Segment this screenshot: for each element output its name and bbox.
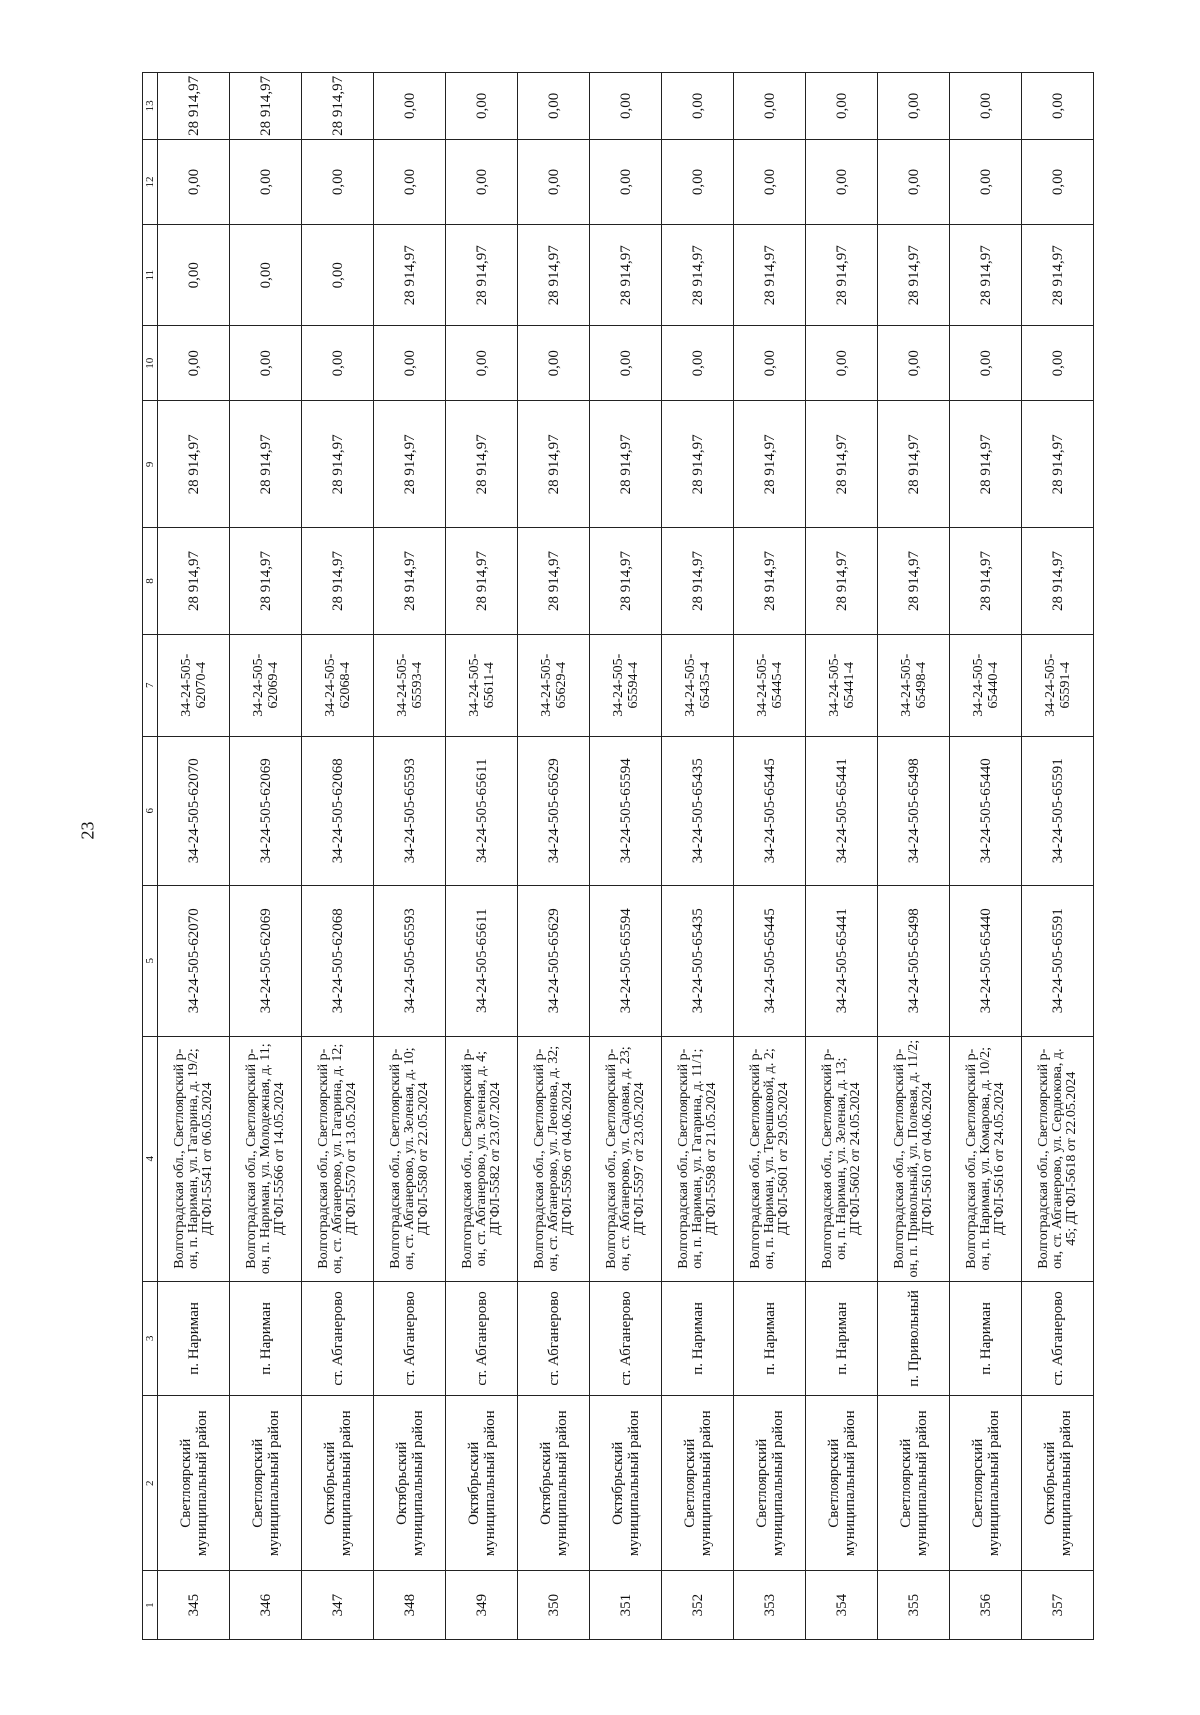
cell-cadastral-code-5: 34-24-505-65441 xyxy=(806,885,878,1036)
cell-cadastral-code-6: 34-24-505-65498 xyxy=(878,736,950,885)
cell-amount-8: 28 914,97 xyxy=(302,528,374,634)
cell-amount-12: 0,00 xyxy=(950,139,1022,224)
cell-amount-13: 28 914,97 xyxy=(302,73,374,140)
cell-amount-8: 28 914,97 xyxy=(1022,528,1094,634)
cell-amount-9: 28 914,97 xyxy=(518,401,590,528)
cell-address: Волгоградская обл., Светлоярский р-он, ст. Абганерово, ул. Садовая, д. 23; ДГФЛ-5597 от 23.05.2024 xyxy=(590,1036,662,1281)
cell-amount-11: 28 914,97 xyxy=(806,225,878,326)
cell-settlement: п. Нариман xyxy=(950,1281,1022,1396)
page-number: 23 xyxy=(77,821,98,840)
cell-amount-10: 0,00 xyxy=(158,326,230,401)
column-header-13: 13 xyxy=(143,73,158,140)
cell-amount-12: 0,00 xyxy=(734,139,806,224)
table-row xyxy=(1022,73,1094,1640)
cell-row-number: 356 xyxy=(950,1571,1022,1640)
cell-amount-12: 0,00 xyxy=(1022,139,1094,224)
cell-amount-8: 28 914,97 xyxy=(374,528,446,634)
cell-cadastral-code-6: 34-24-505-65629 xyxy=(518,736,590,885)
column-header-11: 11 xyxy=(143,225,158,326)
cell-amount-13: 28 914,97 xyxy=(158,73,230,140)
cell-amount-10: 0,00 xyxy=(374,326,446,401)
cell-amount-10: 0,00 xyxy=(662,326,734,401)
cell-amount-13: 0,00 xyxy=(734,73,806,140)
cell-row-number: 354 xyxy=(806,1571,878,1640)
column-header-1: 1 xyxy=(143,1571,158,1640)
cell-cadastral-code-7: 34-24-505-65445-4 xyxy=(734,634,806,736)
cell-amount-9: 28 914,97 xyxy=(374,401,446,528)
cell-amount-8: 28 914,97 xyxy=(158,528,230,634)
cell-district: Октябрьский муниципальный район xyxy=(518,1396,590,1571)
cell-cadastral-code-6: 34-24-505-65440 xyxy=(950,736,1022,885)
cell-amount-13: 0,00 xyxy=(518,73,590,140)
table-row xyxy=(734,73,806,1640)
cell-amount-13: 0,00 xyxy=(662,73,734,140)
cell-row-number: 355 xyxy=(878,1571,950,1640)
cell-cadastral-code-7: 34-24-505-65498-4 xyxy=(878,634,950,736)
cell-cadastral-code-5: 34-24-505-65445 xyxy=(734,885,806,1036)
cell-amount-10: 0,00 xyxy=(806,326,878,401)
column-header-5: 5 xyxy=(143,885,158,1036)
table-row xyxy=(590,73,662,1640)
cell-cadastral-code-5: 34-24-505-65440 xyxy=(950,885,1022,1036)
cell-cadastral-code-5: 34-24-505-65591 xyxy=(1022,885,1094,1036)
cell-address: Волгоградская обл., Светлоярский р-он, ст. Абганерово, ул. Сердюкова, д. 45; ДГФЛ-5618 от 22.05.2024 xyxy=(1022,1036,1094,1281)
cell-amount-9: 28 914,97 xyxy=(1022,401,1094,528)
cell-district: Октябрьский муниципальный район xyxy=(1022,1396,1094,1571)
cell-settlement: ст. Абганерово xyxy=(374,1281,446,1396)
cell-amount-9: 28 914,97 xyxy=(158,401,230,528)
cell-amount-12: 0,00 xyxy=(662,139,734,224)
cell-amount-8: 28 914,97 xyxy=(878,528,950,634)
cell-district: Светлоярский муниципальный район xyxy=(950,1396,1022,1571)
cell-amount-12: 0,00 xyxy=(446,139,518,224)
cell-district: Светлоярский муниципальный район xyxy=(158,1396,230,1571)
cell-cadastral-code-5: 34-24-505-65594 xyxy=(590,885,662,1036)
cell-cadastral-code-6: 34-24-505-65611 xyxy=(446,736,518,885)
cell-district: Светлоярский муниципальный район xyxy=(230,1396,302,1571)
table-row xyxy=(950,73,1022,1640)
cell-amount-10: 0,00 xyxy=(446,326,518,401)
column-header-8: 8 xyxy=(143,528,158,634)
cell-cadastral-code-7: 34-24-505-65435-4 xyxy=(662,634,734,736)
cell-amount-9: 28 914,97 xyxy=(590,401,662,528)
cell-cadastral-code-5: 34-24-505-65435 xyxy=(662,885,734,1036)
cell-cadastral-code-5: 34-24-505-65593 xyxy=(374,885,446,1036)
cell-amount-8: 28 914,97 xyxy=(230,528,302,634)
cell-district: Светлоярский муниципальный район xyxy=(806,1396,878,1571)
cell-amount-9: 28 914,97 xyxy=(230,401,302,528)
cell-cadastral-code-6: 34-24-505-65445 xyxy=(734,736,806,885)
cell-cadastral-code-6: 34-24-505-62068 xyxy=(302,736,374,885)
cell-amount-12: 0,00 xyxy=(302,139,374,224)
cell-cadastral-code-7: 34-24-505-65593-4 xyxy=(374,634,446,736)
column-header-7: 7 xyxy=(143,634,158,736)
cell-address: Волгоградская обл., Светлоярский р-он, п. Нариман, ул. Зеленая, д. 13; ДГФЛ-5602 от 24.05.2024 xyxy=(806,1036,878,1281)
cell-amount-13: 0,00 xyxy=(806,73,878,140)
cell-district: Светлоярский муниципальный район xyxy=(734,1396,806,1571)
cell-amount-11: 28 914,97 xyxy=(662,225,734,326)
table-row xyxy=(374,73,446,1640)
cell-amount-9: 28 914,97 xyxy=(446,401,518,528)
cell-address: Волгоградская обл., Светлоярский р-он, п. Привольный, ул. Полевая, д. 11/2; ДГФЛ-5610 от 04.06.2024 xyxy=(878,1036,950,1281)
cell-cadastral-code-6: 34-24-505-65593 xyxy=(374,736,446,885)
cell-amount-11: 28 914,97 xyxy=(590,225,662,326)
cell-amount-10: 0,00 xyxy=(1022,326,1094,401)
cell-row-number: 357 xyxy=(1022,1571,1094,1640)
cell-amount-11: 28 914,97 xyxy=(374,225,446,326)
cell-cadastral-code-7: 34-24-505-65629-4 xyxy=(518,634,590,736)
table-row xyxy=(662,73,734,1640)
cell-amount-11: 28 914,97 xyxy=(446,225,518,326)
cell-cadastral-code-7: 34-24-505-65440-4 xyxy=(950,634,1022,736)
table-row xyxy=(518,73,590,1640)
cell-settlement: п. Нариман xyxy=(230,1281,302,1396)
cell-settlement: ст. Абганерово xyxy=(446,1281,518,1396)
cell-row-number: 351 xyxy=(590,1571,662,1640)
cell-amount-13: 0,00 xyxy=(374,73,446,140)
cell-settlement: ст. Абганерово xyxy=(590,1281,662,1396)
cell-address: Волгоградская обл., Светлоярский р-он, п. Нариман, ул. Комарова, д. 10/2; ДГФЛ-5616 от 24.05.2024 xyxy=(950,1036,1022,1281)
column-header-3: 3 xyxy=(143,1281,158,1396)
cell-cadastral-code-6: 34-24-505-65594 xyxy=(590,736,662,885)
column-header-2: 2 xyxy=(143,1396,158,1571)
cell-cadastral-code-6: 34-24-505-65441 xyxy=(806,736,878,885)
cell-cadastral-code-7: 34-24-505-65441-4 xyxy=(806,634,878,736)
cell-row-number: 350 xyxy=(518,1571,590,1640)
table-row xyxy=(230,73,302,1640)
cell-cadastral-code-7: 34-24-505-62068-4 xyxy=(302,634,374,736)
cell-address: Волгоградская обл., Светлоярский р-он, ст. Абганерово, ул. Зеленая, д. 10; ДГФЛ-5580 от 22.05.2024 xyxy=(374,1036,446,1281)
cell-cadastral-code-7: 34-24-505-65611-4 xyxy=(446,634,518,736)
cell-settlement: п. Нариман xyxy=(662,1281,734,1396)
cell-settlement: п. Привольный xyxy=(878,1281,950,1396)
cell-amount-12: 0,00 xyxy=(878,139,950,224)
cell-district: Октябрьский муниципальный район xyxy=(446,1396,518,1571)
cell-cadastral-code-5: 34-24-505-62070 xyxy=(158,885,230,1036)
cell-settlement: п. Нариман xyxy=(806,1281,878,1396)
cell-row-number: 349 xyxy=(446,1571,518,1640)
cell-amount-10: 0,00 xyxy=(590,326,662,401)
cell-amount-8: 28 914,97 xyxy=(590,528,662,634)
cell-amount-9: 28 914,97 xyxy=(734,401,806,528)
cell-amount-12: 0,00 xyxy=(158,139,230,224)
cell-address: Волгоградская обл., Светлоярский р-он, п. Нариман, ул. Молодежная, д. 11; ДГФЛ-5566 от 14.05.2024 xyxy=(230,1036,302,1281)
table-row xyxy=(878,73,950,1640)
cell-address: Волгоградская обл., Светлоярский р-он, ст. Абганерово, ул. Зеленая, д. 4; ДГФЛ-5582 от 23.07.2024 xyxy=(446,1036,518,1281)
cell-amount-11: 0,00 xyxy=(302,225,374,326)
cell-amount-11: 28 914,97 xyxy=(518,225,590,326)
cell-settlement: п. Нариман xyxy=(734,1281,806,1396)
cell-amount-12: 0,00 xyxy=(230,139,302,224)
cell-cadastral-code-5: 34-24-505-65611 xyxy=(446,885,518,1036)
cell-amount-12: 0,00 xyxy=(590,139,662,224)
column-header-4: 4 xyxy=(143,1036,158,1281)
cell-amount-8: 28 914,97 xyxy=(806,528,878,634)
cell-address: Волгоградская обл., Светлоярский р-он, ст. Абганерово, ул. Гагарина, д. 12; ДГФЛ-5570 от 13.05.2024 xyxy=(302,1036,374,1281)
cell-district: Октябрьский муниципальный район xyxy=(374,1396,446,1571)
cell-amount-8: 28 914,97 xyxy=(950,528,1022,634)
table-body xyxy=(158,73,1094,1640)
cell-cadastral-code-6: 34-24-505-65591 xyxy=(1022,736,1094,885)
cell-amount-11: 28 914,97 xyxy=(950,225,1022,326)
cell-amount-9: 28 914,97 xyxy=(662,401,734,528)
cell-amount-12: 0,00 xyxy=(518,139,590,224)
table-row xyxy=(302,73,374,1640)
cell-amount-8: 28 914,97 xyxy=(662,528,734,634)
cell-cadastral-code-7: 34-24-505-62070-4 xyxy=(158,634,230,736)
rotated-table-container xyxy=(142,72,1087,1640)
cell-cadastral-code-6: 34-24-505-62069 xyxy=(230,736,302,885)
cell-cadastral-code-5: 34-24-505-62068 xyxy=(302,885,374,1036)
cell-row-number: 352 xyxy=(662,1571,734,1640)
cell-row-number: 348 xyxy=(374,1571,446,1640)
column-header-10: 10 xyxy=(143,326,158,401)
cell-settlement: ст. Абганерово xyxy=(518,1281,590,1396)
cell-amount-10: 0,00 xyxy=(878,326,950,401)
cell-amount-13: 0,00 xyxy=(1022,73,1094,140)
cell-amount-8: 28 914,97 xyxy=(518,528,590,634)
cell-amount-10: 0,00 xyxy=(518,326,590,401)
cell-cadastral-code-5: 34-24-505-65629 xyxy=(518,885,590,1036)
table-row xyxy=(158,73,230,1640)
cell-amount-11: 0,00 xyxy=(158,225,230,326)
records-table xyxy=(142,72,1094,1640)
cell-amount-10: 0,00 xyxy=(734,326,806,401)
cell-amount-9: 28 914,97 xyxy=(878,401,950,528)
table-row xyxy=(806,73,878,1640)
cell-address: Волгоградская обл., Светлоярский р-он, п. Нариман, ул. Терешковой, д. 2; ДГФЛ-5601 от 29.05.2024 xyxy=(734,1036,806,1281)
cell-address: Волгоградская обл., Светлоярский р-он, п. Нариман, ул. Гагарина, д. 11/1; ДГФЛ-5598 от 21.05.2024 xyxy=(662,1036,734,1281)
cell-settlement: ст. Абганерово xyxy=(1022,1281,1094,1396)
cell-amount-11: 28 914,97 xyxy=(734,225,806,326)
cell-amount-10: 0,00 xyxy=(950,326,1022,401)
column-header-12: 12 xyxy=(143,139,158,224)
cell-settlement: п. Нариман xyxy=(158,1281,230,1396)
cell-amount-13: 0,00 xyxy=(590,73,662,140)
cell-amount-9: 28 914,97 xyxy=(302,401,374,528)
cell-amount-10: 0,00 xyxy=(302,326,374,401)
cell-amount-10: 0,00 xyxy=(230,326,302,401)
cell-settlement: ст. Абганерово xyxy=(302,1281,374,1396)
cell-district: Октябрьский муниципальный район xyxy=(590,1396,662,1571)
cell-cadastral-code-5: 34-24-505-62069 xyxy=(230,885,302,1036)
cell-address: Волгоградская обл., Светлоярский р-он, п. Нариман, ул. Гагарина, д. 19/2; ДГФЛ-5541 от 06.05.2024 xyxy=(158,1036,230,1281)
cell-amount-8: 28 914,97 xyxy=(734,528,806,634)
cell-row-number: 353 xyxy=(734,1571,806,1640)
cell-amount-11: 28 914,97 xyxy=(1022,225,1094,326)
cell-district: Светлоярский муниципальный район xyxy=(662,1396,734,1571)
cell-cadastral-code-6: 34-24-505-62070 xyxy=(158,736,230,885)
column-header-9: 9 xyxy=(143,401,158,528)
cell-row-number: 347 xyxy=(302,1571,374,1640)
cell-district: Октябрьский муниципальный район xyxy=(302,1396,374,1571)
table-row xyxy=(446,73,518,1640)
cell-amount-13: 0,00 xyxy=(878,73,950,140)
column-header-6: 6 xyxy=(143,736,158,885)
cell-amount-12: 0,00 xyxy=(806,139,878,224)
cell-cadastral-code-7: 34-24-505-65591-4 xyxy=(1022,634,1094,736)
cell-row-number: 345 xyxy=(158,1571,230,1640)
cell-amount-8: 28 914,97 xyxy=(446,528,518,634)
header-row xyxy=(143,73,158,1640)
cell-cadastral-code-6: 34-24-505-65435 xyxy=(662,736,734,885)
cell-cadastral-code-7: 34-24-505-65594-4 xyxy=(590,634,662,736)
cell-amount-9: 28 914,97 xyxy=(950,401,1022,528)
cell-amount-11: 28 914,97 xyxy=(878,225,950,326)
cell-amount-13: 0,00 xyxy=(446,73,518,140)
cell-cadastral-code-7: 34-24-505-62069-4 xyxy=(230,634,302,736)
cell-row-number: 346 xyxy=(230,1571,302,1640)
cell-address: Волгоградская обл., Светлоярский р-он, ст. Абганерово, ул. Леонова, д. 32; ДГФЛ-5596 от 04.06.2024 xyxy=(518,1036,590,1281)
cell-amount-13: 0,00 xyxy=(950,73,1022,140)
cell-amount-9: 28 914,97 xyxy=(806,401,878,528)
cell-amount-12: 0,00 xyxy=(374,139,446,224)
cell-amount-11: 0,00 xyxy=(230,225,302,326)
cell-amount-13: 28 914,97 xyxy=(230,73,302,140)
cell-district: Светлоярский муниципальный район xyxy=(878,1396,950,1571)
cell-cadastral-code-5: 34-24-505-65498 xyxy=(878,885,950,1036)
